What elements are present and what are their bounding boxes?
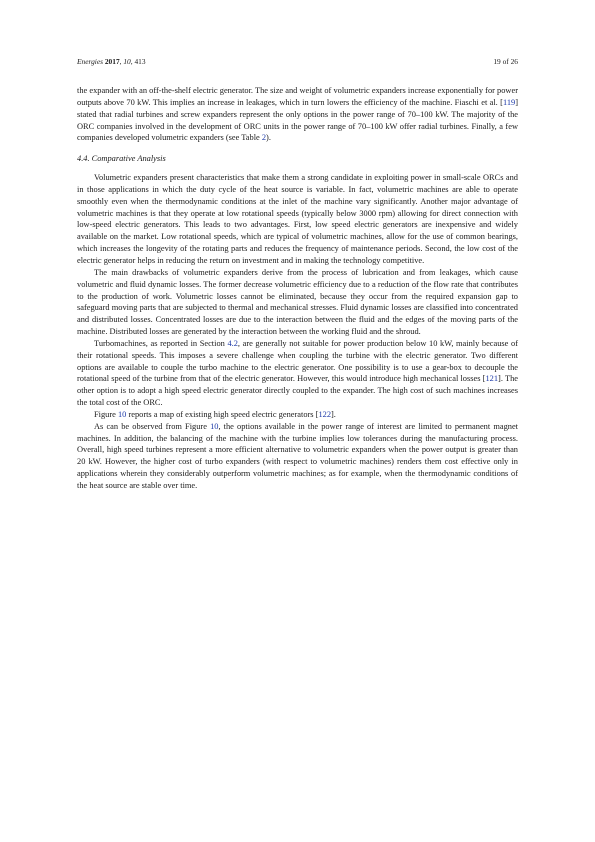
page-number: 19 of 26 bbox=[493, 57, 518, 66]
journal-name: Energies bbox=[77, 57, 103, 66]
paragraph-text: ]. bbox=[331, 409, 336, 419]
paragraph bbox=[77, 421, 518, 492]
paragraph-text: Volumetric expanders present characteristics that make them a strong candidate in exploiting power in small-scale ORCs and in those applications in which the duty cycle of the heat source is variable. In fact, volumetric machines are able to operate smoothly even when the thermodynamic conditions at the inlet of the machine vary significantly. Another major advantage of volumetric machines is that they operate at low rotational speeds (typically below 3000 rpm) allowing for direct connection with low-speed electric generators. This leads to two advantages. First, low speed electric generators are inexpensive and widely available on the market. Low rotational speeds, which are typical of volumetric machines, allow for the use of common bearings, which increases the longevity of the rotating parts and reduces the frequency of maintenance periods. Second, the low cost of the electric generator helps in reducing the return on investment and in making the technology competitive. bbox=[77, 173, 518, 265]
citation-link[interactable]: 121 bbox=[485, 374, 499, 384]
paragraph-text: Figure bbox=[94, 409, 118, 419]
paragraph-text: ). bbox=[266, 133, 271, 143]
citation-link[interactable]: 2 bbox=[261, 133, 267, 143]
citation-link[interactable]: 122 bbox=[318, 409, 331, 419]
paragraph bbox=[77, 267, 518, 338]
paragraph-text: reports a map of existing high speed electric generators [ bbox=[126, 409, 319, 419]
section-number: 4.4. bbox=[77, 153, 90, 163]
journal-volume: 10 bbox=[123, 57, 131, 66]
paragraph-text: , are generally not suitable for power production below 10 kW, mainly because of their rotational speeds. This imposes a severe challenge when coupling the turbine with the electric generator. Two different options are available to couple the turbo machine to the electric generator. One possibility is to use a gear-box to decouple the rotational speed of the turbine from that of the electric generator. However, this would introduce high mechanical losses [ bbox=[77, 338, 518, 384]
paragraph bbox=[77, 409, 518, 421]
section-title: Comparative Analysis bbox=[91, 153, 166, 163]
citation-link[interactable]: 4.2 bbox=[227, 338, 238, 348]
paragraph-text: ] stated that radial turbines and screw expanders represent the only options in the power range of 70–100 kW. The majority of the ORC companies involved in the development of ORC units in the power range of 70–100 kW offer radial turbines. Finally, a few companies developed volumetric expanders (see Table bbox=[77, 97, 518, 143]
running-header bbox=[77, 56, 518, 68]
citation-link[interactable]: 119 bbox=[502, 97, 516, 107]
main-text bbox=[77, 85, 518, 492]
paragraph-text: Turbomachines, as reported in Section bbox=[94, 338, 228, 348]
paragraph bbox=[77, 338, 518, 409]
paragraph-text: The main drawbacks of volumetric expanders derive from the process of lubrication and from leakages, which cause volumetric and fluid dynamic losses. The former decrease volumetric efficiency due to a reduction of the flow rate that contributes to the production of work. Volumetric losses cannot be eliminated, because they occur from the required expansion gap to safeguard moving parts that are subjected to thermal and mechanical stresses. Fluid dynamic losses are classified into concentrated and distributed losses. Concentrated losses are due to the interaction between the fluid and the edges of the moving parts of the machine. Distributed losses are generated by the interaction between the working fluid and the shroud. bbox=[77, 267, 518, 337]
journal-year: 2017 bbox=[104, 57, 120, 66]
paragraph bbox=[77, 85, 518, 144]
paragraph-text: the expander with an off-the-shelf electric generator. The size and weight of volumetric expanders increase exponentially for power outputs above 70 kW. This implies an increase in leakages, which in turn lowers the efficiency of the machine. Fiaschi et al. [ bbox=[77, 86, 518, 107]
citation-link[interactable]: 10 bbox=[117, 409, 127, 419]
article-number: 413 bbox=[134, 57, 146, 66]
section-heading bbox=[77, 153, 518, 165]
citation-link[interactable]: 10 bbox=[210, 421, 219, 431]
paragraph-text: , the options available in the power range of interest are limited to permanent magnet machines. In addition, the balancing of the machine with the turbine implies low tolerances during the manufacturing process. Overall, high speed turbines represent a more efficient alternative to volumetric expanders when the power output is greater than 20 kW. However, the higher cost of turbo expanders (with respect to volumetric machines) renders them cost effective only in applications wherein they considerably outperform volumetric machines; as for example, when the thermodynamic conditions of the heat source are stable over time. bbox=[77, 421, 518, 490]
paragraph-text: ]. The other option is to adopt a high speed electric generator directly coupled to the expander. The high cost of such machines increases the total cost of the ORC. bbox=[77, 374, 518, 408]
journal-citation: Energies 2017, 10, 413 bbox=[77, 57, 146, 66]
paragraph-text: As can be observed from Figure bbox=[94, 421, 211, 431]
paragraph bbox=[77, 172, 518, 267]
